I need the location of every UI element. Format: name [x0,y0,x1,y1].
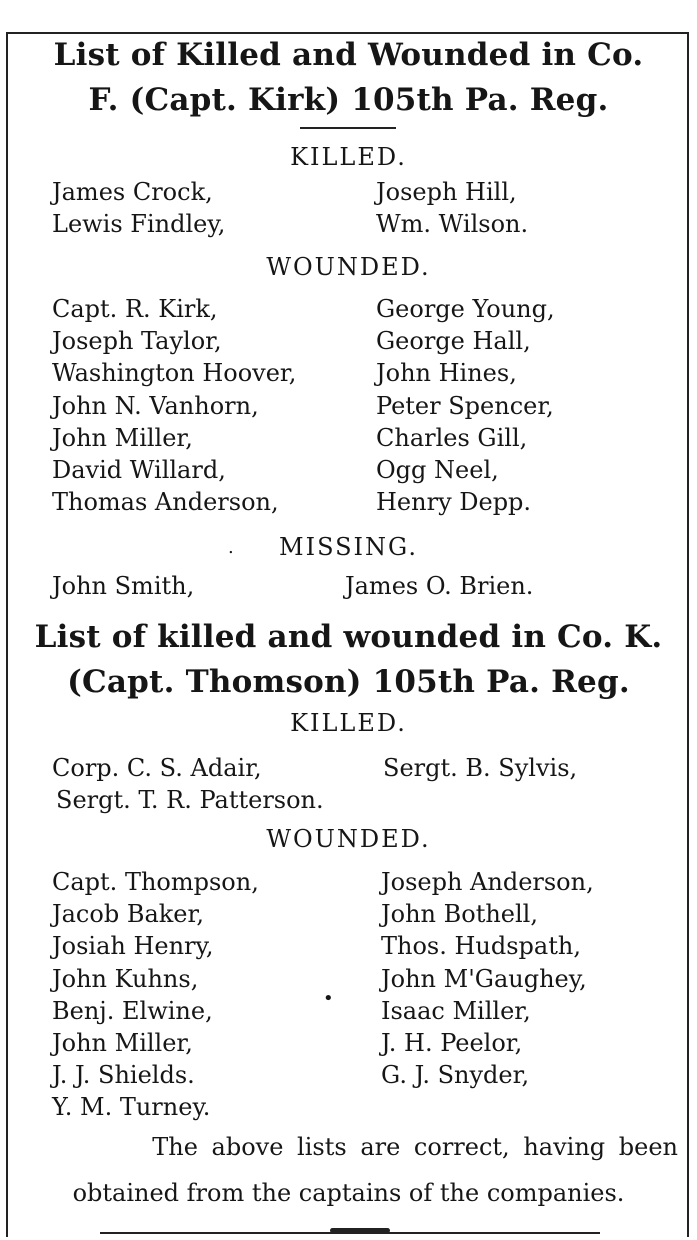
name-entry: Henry Depp. [376,488,532,517]
ink-speck: • [323,988,334,1009]
co-f-wounded-left [52,293,296,518]
name-entry: James Crock, [52,178,213,206]
co-k-killed-name-1 [52,752,262,784]
closing-rule-right [360,1232,600,1234]
name-entry: Ogg Neel, [376,455,499,484]
name-entry: J. H. Peelor, [381,1028,523,1057]
co-f-killed-label: KILLED. [290,143,407,171]
name-entry: George Hall, [376,327,531,356]
name-entry: John Miller, [52,423,193,452]
co-k-killed-label: KILLED. [290,709,407,737]
name-entry: Jacob Baker, [52,900,204,929]
name-entry: Corp. C. S. Adair, [52,754,262,782]
name-entry: Y. M. Turney. [52,1093,211,1122]
co-k-heading-line1: List of killed and wounded in Co. K. [34,619,663,655]
name-entry: John Bothell, [381,900,538,929]
name-entry: Washington Hoover, [52,359,297,388]
name-entry: John N. Vanhorn, [52,391,259,420]
name-entry: Sergt. B. Sylvis, [383,754,578,782]
name-entry: Joseph Anderson, [381,868,594,896]
co-f-missing-right [345,570,533,602]
name-entry: Charles Gill, [376,423,528,452]
co-f-missing-label: MISSING. [279,533,418,561]
co-f-wounded-right [376,293,555,518]
co-f-killed-right [376,176,528,240]
name-entry: Josiah Henry, [52,932,214,961]
name-entry: George Young, [376,295,555,323]
co-f-killed-left [52,176,225,240]
name-entry: Joseph Hill, [376,178,517,206]
name-entry: James O. Brien. [345,572,534,600]
name-entry: Peter Spencer, [376,391,554,420]
closing-rule-left [100,1232,360,1234]
name-entry: Capt. R. Kirk, [52,295,218,323]
co-k-heading-line2: (Capt. Thomson) 105th Pa. Reg. [67,664,630,700]
name-entry: Lewis Findley, [52,210,226,239]
name-entry: David Willard, [52,455,226,484]
footer-note-line2: obtained from the captains of the companies. [72,1179,625,1207]
co-f-missing-left [52,570,194,602]
name-entry: John Hines, [376,359,517,388]
name-entry: Wm. Wilson. [376,210,529,239]
co-f-heading-line1: List of Killed and Wounded in Co. [53,37,644,73]
co-k-wounded-right [381,866,594,1091]
co-k-wounded-label: WOUNDED. [266,825,431,853]
name-entry: J. J. Shields. [52,1061,195,1090]
name-entry: Benj. Elwine, [52,996,213,1025]
ink-speck: . [228,537,234,558]
name-entry: Joseph Taylor, [52,327,222,356]
footer-note-line1: The above lists are correct, having been [152,1133,678,1161]
heading-rule [300,127,396,129]
co-f-wounded-label: WOUNDED. [266,253,431,281]
co-f-heading-line2: F. (Capt. Kirk) 105th Pa. Reg. [88,82,609,118]
co-k-killed-name-3 [56,784,324,816]
name-entry: Thomas Anderson, [52,488,279,517]
co-k-killed-name-2 [383,752,577,784]
name-entry: Sergt. T. R. Patterson. [56,786,324,814]
name-entry: John Miller, [52,1028,193,1057]
name-entry: Isaac Miller, [381,996,531,1025]
name-entry: Thos. Hudspath, [381,932,581,961]
name-entry: G. J. Snyder, [381,1061,530,1090]
name-entry: John Smith, [52,572,195,600]
co-k-wounded-left [52,866,259,1124]
name-entry: Capt. Thompson, [52,868,259,896]
name-entry: John M'Gaughey, [381,964,587,993]
name-entry: John Kuhns, [52,964,199,993]
